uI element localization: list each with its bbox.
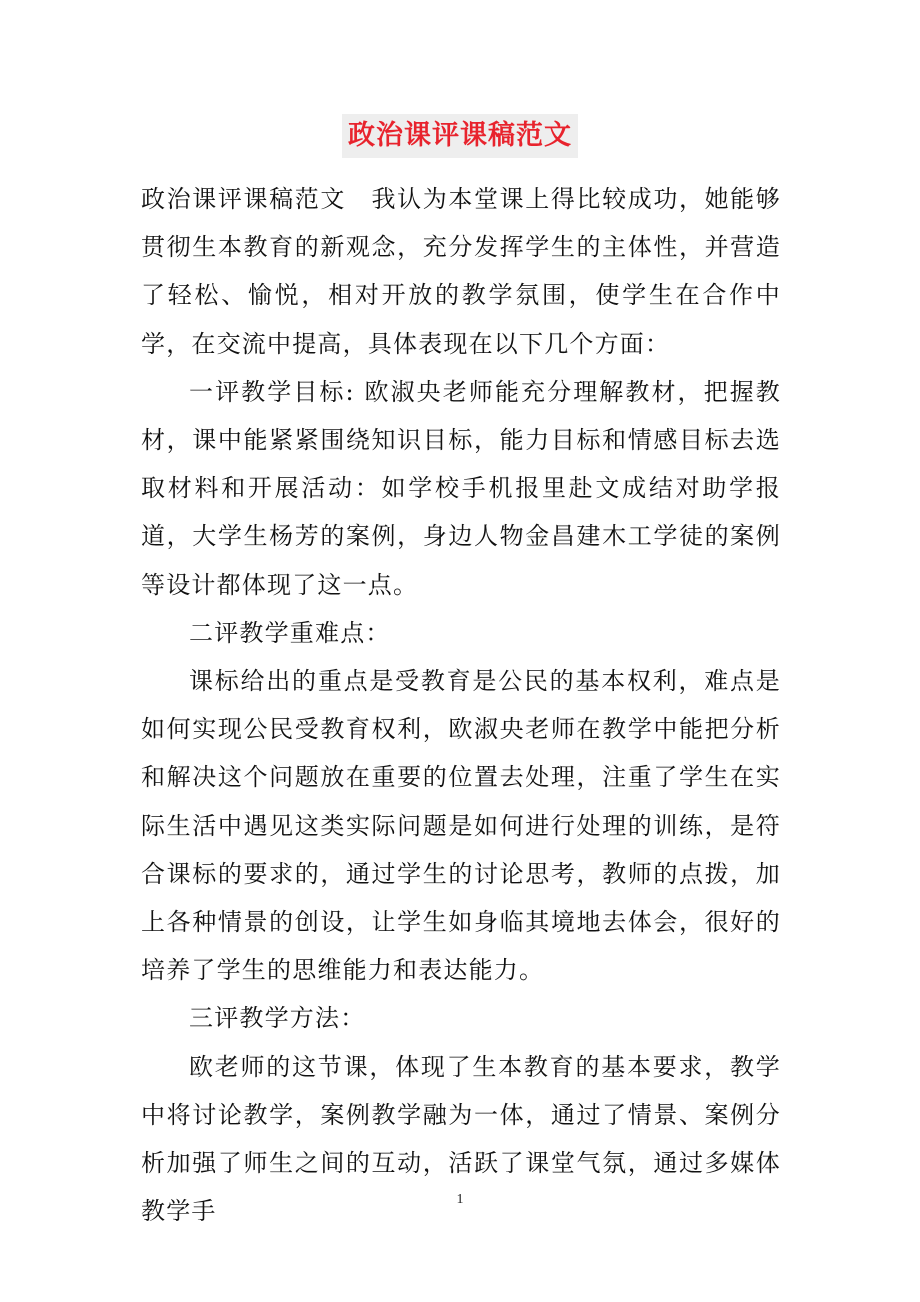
document-body — [141, 175, 781, 1235]
page-number: 1 — [456, 1192, 464, 1207]
heading-teaching-methods: 三评教学方法： — [189, 1004, 366, 1033]
paragraph-teaching-goals: 一评教学目标: 欧淑央老师能充分理解教材，把握教材，课中能紧紧围绕知识目标，能力目标和情感目标去选取材料和开展活动：如学校手机报里赴文成结对助学报道，大学生杨芳的案例，身边人物金昌建木工学徒的案例等设计都体现了这一点。 — [141, 377, 781, 599]
paragraph-key-difficulties: 课标给出的重点是受教育是公民的基本权利，难点是如何实现公民受教育权利，欧淑央老师在教学中能把分析和解决这个问题放在重要的位置去处理，注重了学生在实际生活中遇见这类实际问题是如何进行处理的训练，是符合课标的要求的，通过学生的讨论思考，教师的点拨，加上各种情景的创设，让学生如身临其境地去体会，很好的培养了学生的思维能力和表达能力。 — [141, 667, 781, 985]
paragraph-intro: 政治课评课稿范文 我认为本堂课上得比较成功，她能够贯彻生本教育的新观念，充分发挥学生的主体性，并营造了轻松、愉悦，相对开放的教学氛围，使学生在合作中学，在交流中提高，具体表现在以下几个方面： — [141, 185, 781, 358]
paragraph-teaching-methods: 欧老师的这节课，体现了生本教育的基本要求，教学中将讨论教学，案例教学融为一体，通过了情景、案例分析加强了师生之间的互动，活跃了课堂气氛，通过多媒体教学手 — [141, 1052, 781, 1226]
document-title: 政治课评课稿范文 — [342, 114, 578, 158]
heading-key-difficulties: 二评教学重难点： — [189, 618, 391, 647]
title-container — [0, 114, 920, 158]
